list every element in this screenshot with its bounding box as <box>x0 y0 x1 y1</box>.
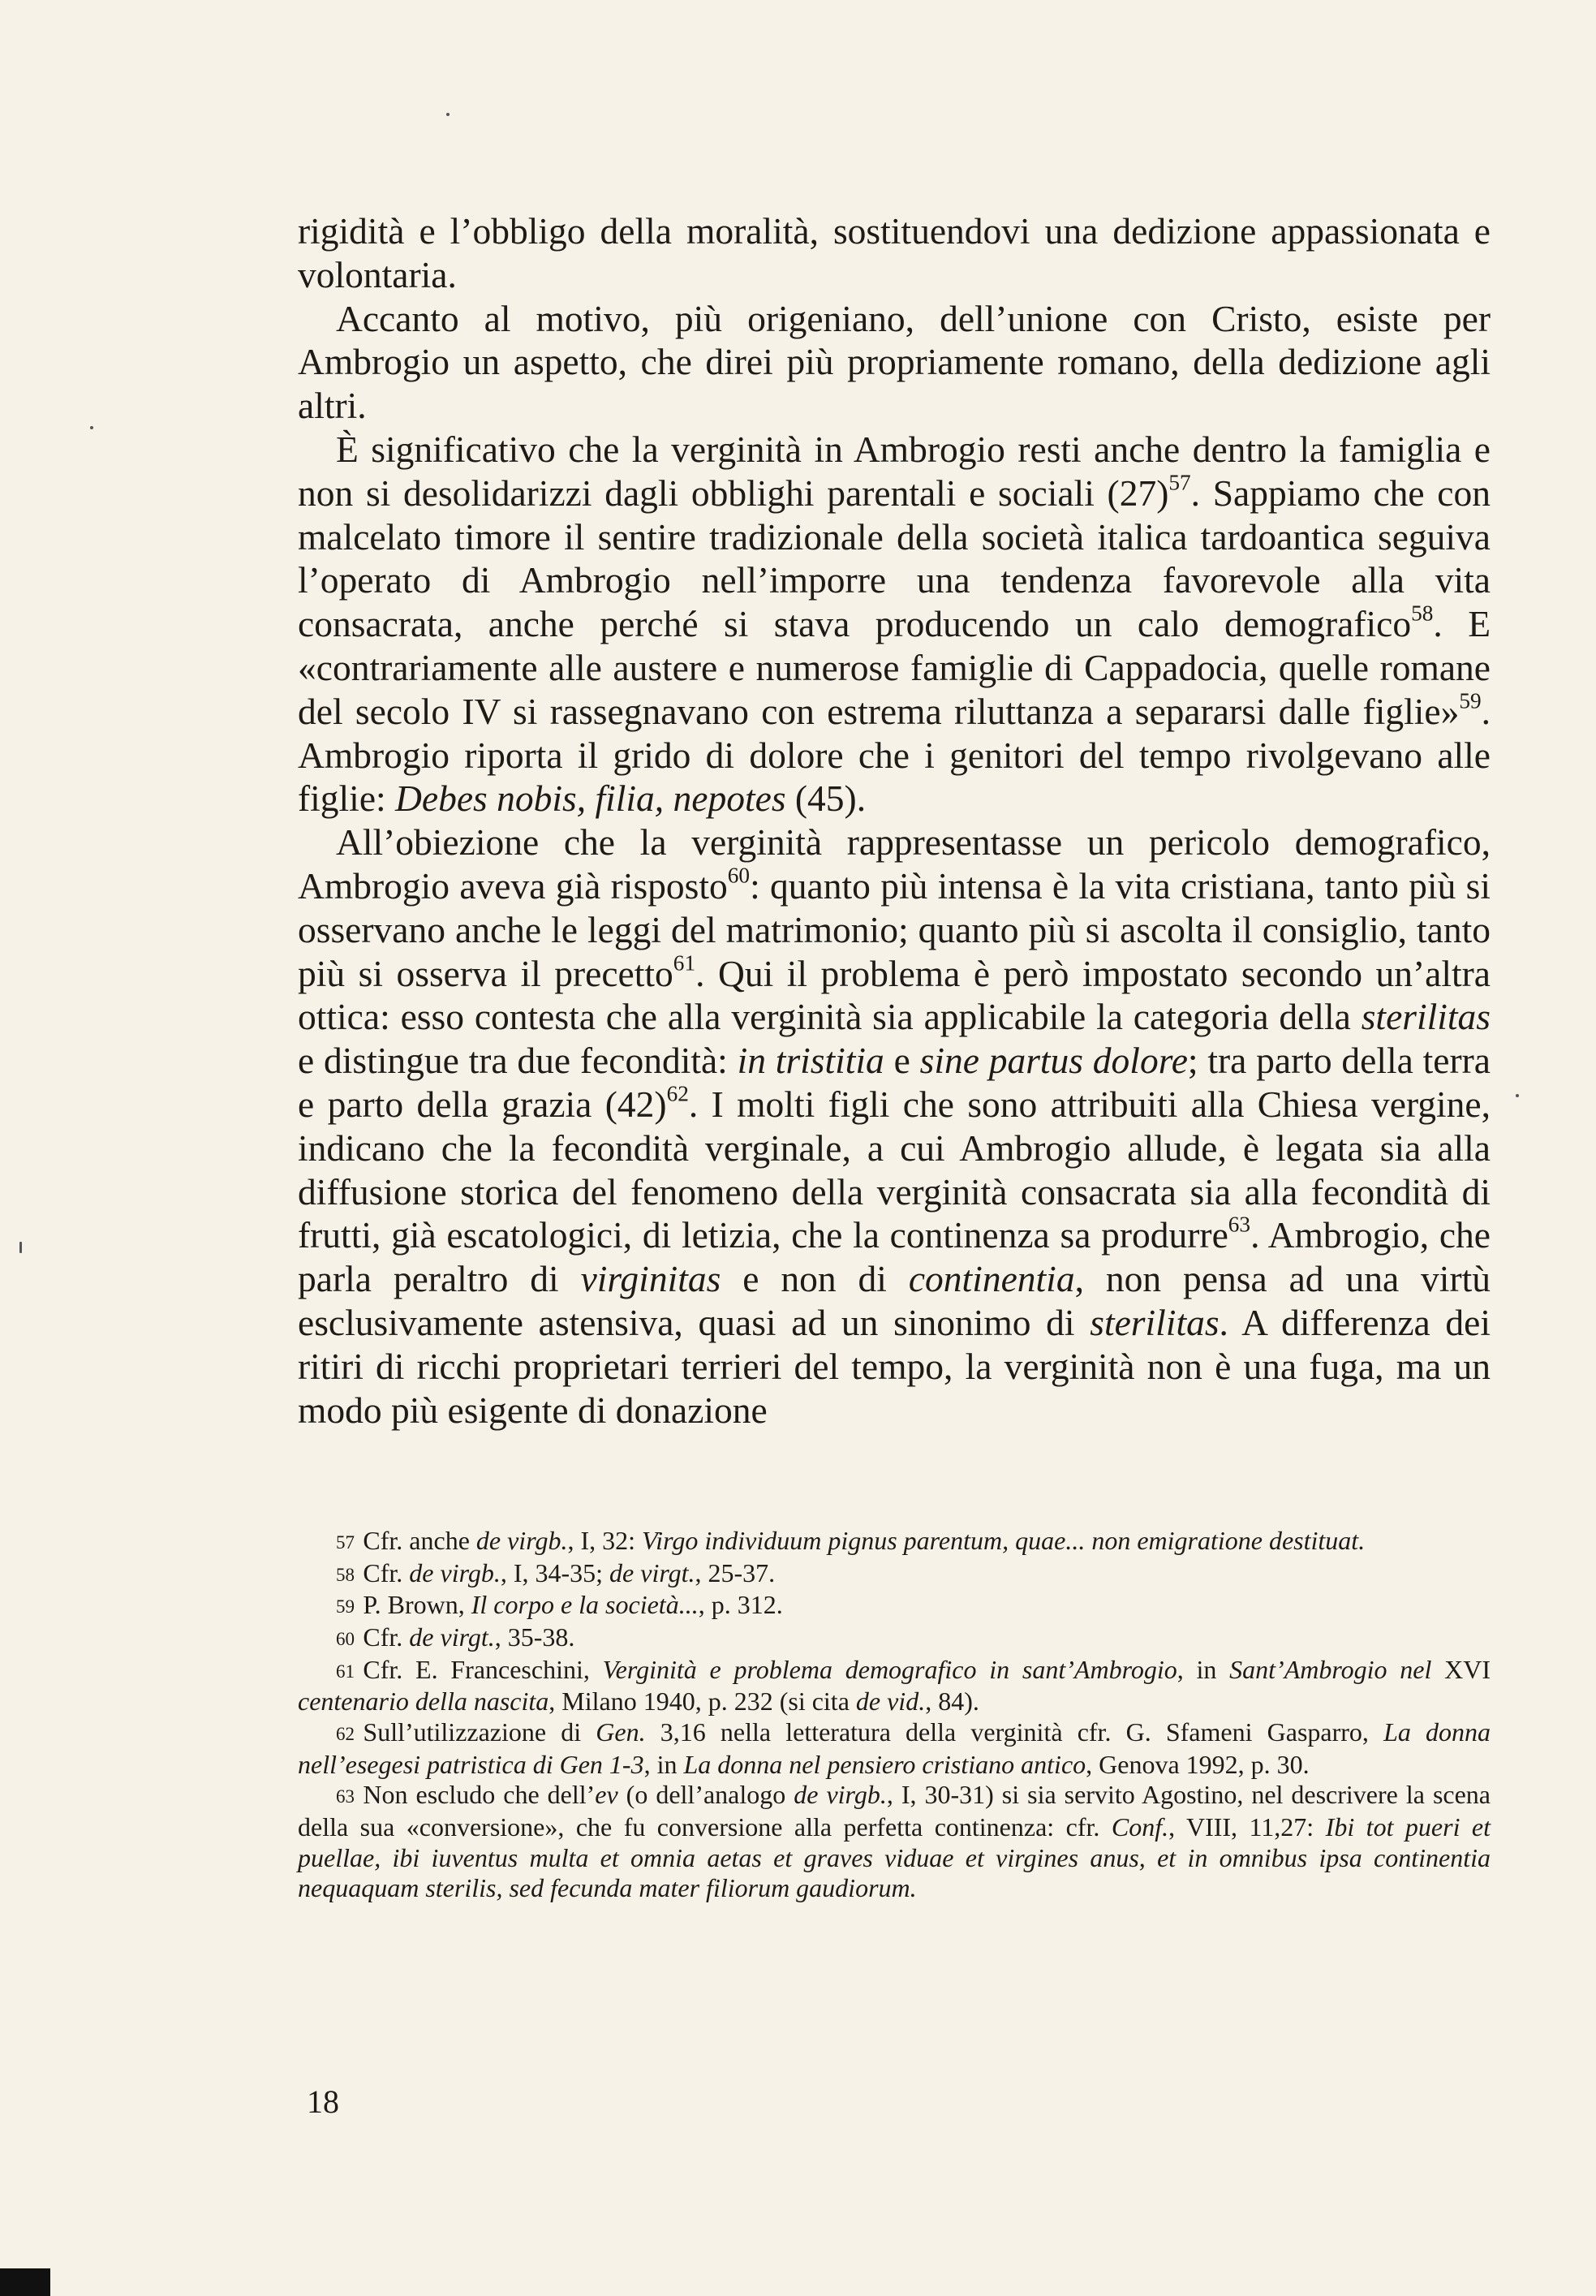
footnote-number: 63 <box>336 1786 355 1807</box>
footnote-number: 57 <box>336 1531 355 1553</box>
text-run: , Genova 1992, p. 30. <box>1086 1749 1310 1779</box>
italic-text: sterilitas <box>1361 996 1491 1038</box>
italic-text: sine partus dolore <box>919 1040 1188 1082</box>
text-run: Cfr. anche <box>363 1526 476 1555</box>
text-run: , p. 312. <box>698 1590 783 1620</box>
italic-text: sterilitas <box>1090 1301 1220 1343</box>
scan-speck <box>19 1242 22 1253</box>
text-run: . A differenza dei ritiri di ricchi proprietari terrieri del tempo, la verginità non è una fuga, ma un modo più esigente di donazione <box>298 1301 1491 1431</box>
italic-text: Virgo individuum pignus parentum, quae... non emigratione destituat. <box>642 1526 1366 1555</box>
text-run: , in <box>643 1749 684 1779</box>
scan-speck <box>446 113 450 116</box>
italic-text: Verginità e problema demografico in sant’Ambrogio <box>602 1654 1177 1684</box>
text-run: (45). <box>785 778 867 820</box>
text-run: e non di <box>721 1258 909 1300</box>
paragraph <box>298 428 1491 821</box>
text-run: e <box>884 1040 920 1082</box>
scan-speck <box>90 426 93 429</box>
italic-text: centenario della nascita <box>298 1686 549 1717</box>
text-run: (o dell’analogo <box>617 1780 794 1810</box>
footnote-number: 60 <box>336 1628 355 1650</box>
footnote-ref: 59 <box>1459 688 1482 713</box>
text-run: P. Brown, <box>363 1590 471 1620</box>
page-number: 18 <box>307 2083 339 2120</box>
text-run: , 25-37. <box>695 1557 776 1587</box>
italic-text: virginitas <box>580 1258 721 1300</box>
italic-text: Sant’Ambrogio nel <box>1229 1654 1445 1684</box>
footnote <box>298 1558 1491 1591</box>
italic-text: de virgb. <box>794 1780 887 1810</box>
paragraph <box>298 297 1491 428</box>
text-run: , 84). <box>925 1686 979 1717</box>
text-run: Non escludo che dell’ <box>363 1780 596 1810</box>
footnote-ref: 63 <box>1228 1212 1251 1237</box>
italic-text: La donna nell’esegesi patristica di Gen 1-3 <box>298 1717 1491 1779</box>
footnotes <box>298 1526 1491 1904</box>
footnote <box>298 1655 1491 1717</box>
text-run: Sull’utilizzazione di <box>363 1717 596 1747</box>
text-run: : quanto più intensa è la vita cristiana, tanto più si osservano anche le leggi del matrimonio; quanto più si ascolta il consiglio, tanto più si osserva il precetto <box>298 864 1491 994</box>
italic-text: Gen. <box>596 1717 646 1747</box>
text-run: Cfr. <box>363 1557 410 1587</box>
footnote-number: 61 <box>336 1660 355 1682</box>
italic-text: La donna nel pensiero cristiano antico <box>683 1749 1086 1779</box>
text-run: , VIII, 11,27: <box>1168 1812 1326 1842</box>
text-run: , I, 30-31) si sia servito Agostino, nel descrivere la scena della sua «conversione», che fu conversione alla perfetta continenza: cfr. <box>298 1780 1491 1842</box>
text-run: . E «contrariamente alle austere e numerose famiglie di Cappadocia, quelle romane del secolo IV si rassegnavano con estrema riluttanza a separarsi dalle figlie» <box>298 603 1491 732</box>
footnote-ref: 57 <box>1168 470 1191 495</box>
text-run: XVI <box>1444 1654 1491 1684</box>
text-run: , in <box>1177 1654 1230 1684</box>
footnote-ref: 60 <box>727 863 751 888</box>
footnote-number: 62 <box>336 1723 355 1745</box>
footnote <box>298 1780 1491 1903</box>
text-run: , non pensa ad una virtù esclusivamente astensiva, quasi ad un sinonimo di <box>298 1258 1491 1343</box>
paragraph <box>298 209 1491 297</box>
italic-text: de virgb. <box>475 1526 568 1555</box>
text-run: È significativo che la verginità in Ambrogio resti anche dentro la famiglia e non si desolidarizzi dagli obblighi parentali e sociali (27) <box>298 428 1491 514</box>
italic-text: Debes nobis, filia, nepotes <box>395 778 786 820</box>
text-run: . Ambrogio, che parla peraltro di <box>298 1214 1491 1300</box>
text-run: , Milano 1940, p. 232 (si cita <box>548 1686 856 1717</box>
italic-text: continentia <box>908 1258 1075 1300</box>
text-run: Accanto al motivo, più origeniano, dell’unione con Cristo, esiste per Ambrogio un aspetto, che direi più propriamente romano, della dedizione agli altri. <box>298 297 1491 427</box>
italic-text: de virgb. <box>409 1557 501 1587</box>
footnote <box>298 1717 1491 1780</box>
italic-text: Ibi tot pueri et puellae, ibi iuventus multa et omnia aetas et graves viduae et virgines anus, et in omnibus ipsa continentia nequaquam sterilis, sed fecunda mater filiorum gaudiorum. <box>298 1812 1491 1903</box>
scan-speck <box>1516 1094 1519 1097</box>
text-run: . Sappiamo che con malcelato timore il sentire tradizionale della società italica tardoantica seguiva l’operato di Ambrogio nell’imporre una tendenza favorevole alla vita consacrata, anche perché si stava producendo un calo demografico <box>298 472 1491 645</box>
text-run: ; tra parto della terra e parto della grazia (42) <box>298 1040 1491 1125</box>
text-run: Cfr. E. Franceschini, <box>363 1654 603 1684</box>
text-run: , I, 34-35; <box>500 1557 610 1587</box>
footnote <box>298 1622 1491 1655</box>
footnote-number: 58 <box>336 1563 355 1585</box>
italic-text: ev <box>595 1780 618 1810</box>
text-run: All’obiezione che la verginità rappresentasse un pericolo demografico, Ambrogio aveva già risposto <box>298 821 1491 907</box>
body-text <box>298 209 1491 1432</box>
scan-edge <box>0 2268 50 2296</box>
italic-text: de vid. <box>855 1686 926 1717</box>
text-run: , 35-38. <box>494 1622 575 1652</box>
italic-text: Il corpo e la società... <box>471 1590 699 1620</box>
text-run: . Ambrogio riporta il grido di dolore che i genitori del tempo rivolgevano alle figlie: <box>298 690 1491 820</box>
text-run: e distingue tra due fecondità: <box>298 1040 738 1082</box>
italic-text: Conf. <box>1111 1812 1169 1842</box>
italic-text: de virgt. <box>609 1557 695 1587</box>
italic-text: de virgt. <box>409 1622 495 1652</box>
text-run: rigidità e l’obbligo della moralità, sostituendovi una dedizione appassionata e volontaria. <box>298 210 1491 295</box>
italic-text: in tristitia <box>737 1040 884 1082</box>
paragraph <box>298 821 1491 1432</box>
footnote <box>298 1526 1491 1558</box>
footnote-ref: 58 <box>1411 601 1434 626</box>
footnote-ref: 61 <box>673 950 696 975</box>
text-run: Cfr. <box>363 1622 410 1652</box>
footnote <box>298 1590 1491 1622</box>
text-run: 3,16 nella letteratura della verginità cfr. G. Sfameni Gasparro, <box>645 1717 1384 1747</box>
footnote-ref: 62 <box>666 1081 689 1106</box>
text-run: . Qui il problema è però impostato secondo un’altra ottica: esso contesta che alla verginità sia applicabile la categoria della <box>298 952 1491 1038</box>
text-run: , I, 32: <box>567 1526 642 1555</box>
footnote-number: 59 <box>336 1596 355 1618</box>
text-run: . I molti figli che sono attribuiti alla Chiesa vergine, indicano che la fecondità verginale, a cui Ambrogio allude, è legata sia alla diffusione storica del fenomeno della verginità consacrata sia alla fecondità di frutti, già escatologici, di letizia, che la continenza sa produrre <box>298 1083 1491 1256</box>
